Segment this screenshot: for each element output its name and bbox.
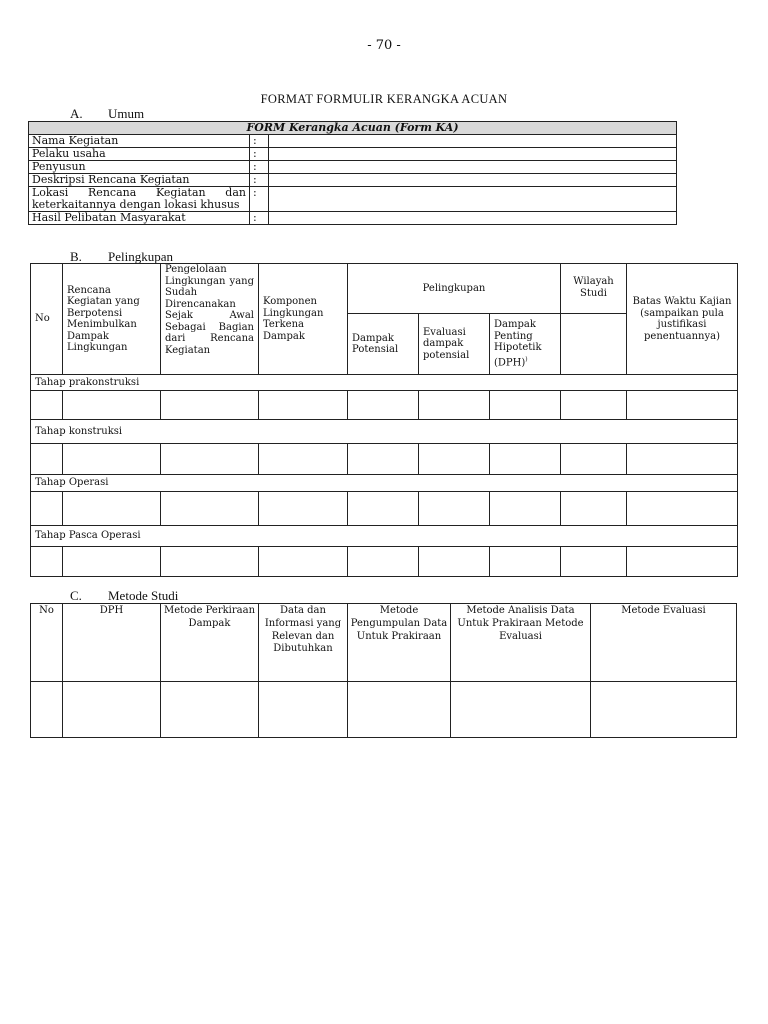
page-number: - 70 -	[367, 38, 401, 53]
metode-studi-table	[30, 603, 737, 738]
cell[interactable]	[31, 492, 63, 526]
cell[interactable]	[561, 492, 627, 526]
form-row-deskripsi	[29, 174, 677, 187]
table-row	[31, 391, 738, 420]
cell[interactable]	[161, 492, 259, 526]
form-ka-table	[28, 121, 677, 225]
form-label: Penyusun	[29, 161, 250, 174]
form-ka-header: FORM Kerangka Acuan (Form KA)	[29, 122, 677, 135]
col-dph	[490, 314, 561, 375]
form-separator: :	[250, 174, 269, 187]
form-value-pelaku[interactable]	[269, 148, 677, 161]
cell[interactable]	[259, 682, 348, 738]
col-no: No	[31, 604, 63, 682]
form-separator: :	[250, 161, 269, 174]
cell[interactable]	[31, 391, 63, 420]
col-metode-pengumpulan: Metode Pengumpulan Data Untuk Prakiraan	[348, 604, 451, 682]
cell[interactable]	[419, 391, 490, 420]
col-metode-perkiraan: Metode Perkiraan Dampak	[161, 604, 259, 682]
section-a-letter: A.	[70, 106, 83, 121]
form-label: Nama Kegiatan	[29, 135, 250, 148]
col-evaluasi-dampak: Evaluasi dampak potensial	[419, 314, 490, 375]
cell[interactable]	[259, 391, 348, 420]
cell[interactable]	[31, 547, 63, 577]
col-wilayah-empty	[561, 314, 627, 375]
cell[interactable]	[561, 391, 627, 420]
cell[interactable]	[63, 547, 161, 577]
col-batas-waktu	[627, 264, 738, 375]
form-label: Lokasi Rencana Kegiatan dan keterkaitannya dengan lokasi khusus	[29, 187, 250, 212]
pelingkupan-table	[30, 263, 738, 577]
cell[interactable]	[259, 547, 348, 577]
cell[interactable]	[348, 547, 419, 577]
cell[interactable]	[451, 682, 591, 738]
stage-operasi: Tahap Operasi	[31, 475, 738, 492]
form-separator: :	[250, 187, 269, 212]
cell[interactable]	[419, 492, 490, 526]
table-row	[31, 444, 738, 475]
section-c-label: Metode Studi	[108, 588, 179, 603]
form-label: Hasil Pelibatan Masyarakat	[29, 212, 250, 225]
cell[interactable]	[561, 444, 627, 475]
col-metode-analisis: Metode Analisis Data Untuk Prakiraan Metode Evaluasi	[451, 604, 591, 682]
cell[interactable]	[490, 492, 561, 526]
col-pelingkupan: Pelingkupan	[348, 264, 561, 314]
cell[interactable]	[348, 391, 419, 420]
cell[interactable]	[259, 444, 348, 475]
section-b-letter: B.	[70, 249, 82, 264]
section-c-heading	[70, 588, 178, 604]
document-title: FORMAT FORMULIR KERANGKA ACUAN	[260, 92, 508, 106]
stage-pasca-operasi: Tahap Pasca Operasi	[31, 526, 738, 547]
cell[interactable]	[627, 391, 738, 420]
cell[interactable]	[259, 492, 348, 526]
cell[interactable]	[161, 547, 259, 577]
col-data-informasi: Data dan Informasi yang Relevan dan Dibutuhkan	[259, 604, 348, 682]
form-value-nama[interactable]	[269, 135, 677, 148]
col-pengelolaan-lingkungan: Pengelolaan Lingkungan yang Sudah Direncanakan Sejak Awal Sebagai Bagian dari Rencana Kegiatan	[161, 264, 259, 375]
cell[interactable]	[419, 444, 490, 475]
dph-label: Dampak Penting Hipotetik (DPH)	[494, 319, 542, 369]
col-wilayah-studi: Wilayah Studi	[561, 264, 627, 314]
form-value-penyusun[interactable]	[269, 161, 677, 174]
form-row-penyusun	[29, 161, 677, 174]
cell[interactable]	[63, 444, 161, 475]
cell[interactable]	[348, 444, 419, 475]
cell[interactable]	[31, 444, 63, 475]
form-row-nama	[29, 135, 677, 148]
cell[interactable]	[161, 682, 259, 738]
col-metode-evaluasi: Metode Evaluasi	[591, 604, 737, 682]
col-dph: DPH	[63, 604, 161, 682]
cell[interactable]	[419, 547, 490, 577]
cell[interactable]	[348, 492, 419, 526]
cell[interactable]	[348, 682, 451, 738]
cell[interactable]	[627, 547, 738, 577]
col-rencana-kegiatan: Rencana Kegiatan yang Berpotensi Menimbulkan Dampak Lingkungan	[63, 264, 161, 375]
section-b-label: Pelingkupan	[108, 249, 173, 264]
cell[interactable]	[161, 444, 259, 475]
table-row	[31, 682, 737, 738]
form-row-hasil	[29, 212, 677, 225]
form-separator: :	[250, 212, 269, 225]
col-komponen-lingkungan: Komponen Lingkungan Terkena Dampak	[259, 264, 348, 375]
cell[interactable]	[31, 682, 63, 738]
cell[interactable]	[561, 547, 627, 577]
col-dampak-potensial: Dampak Potensial	[348, 314, 419, 375]
form-separator: :	[250, 135, 269, 148]
form-label: Pelaku usaha	[29, 148, 250, 161]
cell[interactable]	[490, 444, 561, 475]
stage-prakonstruksi: Tahap prakonstruksi	[31, 375, 738, 391]
form-row-pelaku	[29, 148, 677, 161]
form-row-lokasi	[29, 187, 677, 212]
batas-waktu-note: (sampaikan pula justifikasi penentuannya)	[640, 307, 724, 342]
section-a-heading	[70, 106, 144, 122]
form-separator: :	[250, 148, 269, 161]
batas-waktu-title: Batas Waktu Kajian	[632, 296, 732, 307]
stage-konstruksi: Tahap konstruksi	[31, 420, 738, 444]
cell[interactable]	[63, 391, 161, 420]
cell[interactable]	[161, 391, 259, 420]
form-value-deskripsi[interactable]	[269, 174, 677, 187]
form-value-lokasi[interactable]	[269, 187, 677, 212]
cell[interactable]	[490, 547, 561, 577]
table-row	[31, 492, 738, 526]
cell[interactable]	[63, 492, 161, 526]
cell[interactable]	[63, 682, 161, 738]
col-no: No	[31, 264, 63, 375]
cell[interactable]	[490, 391, 561, 420]
dph-sup: )	[525, 355, 528, 363]
cell[interactable]	[627, 444, 738, 475]
section-a-label: Umum	[108, 106, 145, 121]
cell[interactable]	[591, 682, 737, 738]
section-c-letter: C.	[70, 588, 82, 603]
table-row	[31, 547, 738, 577]
cell[interactable]	[627, 492, 738, 526]
form-label: Deskripsi Rencana Kegiatan	[29, 174, 250, 187]
form-value-hasil[interactable]	[269, 212, 677, 225]
